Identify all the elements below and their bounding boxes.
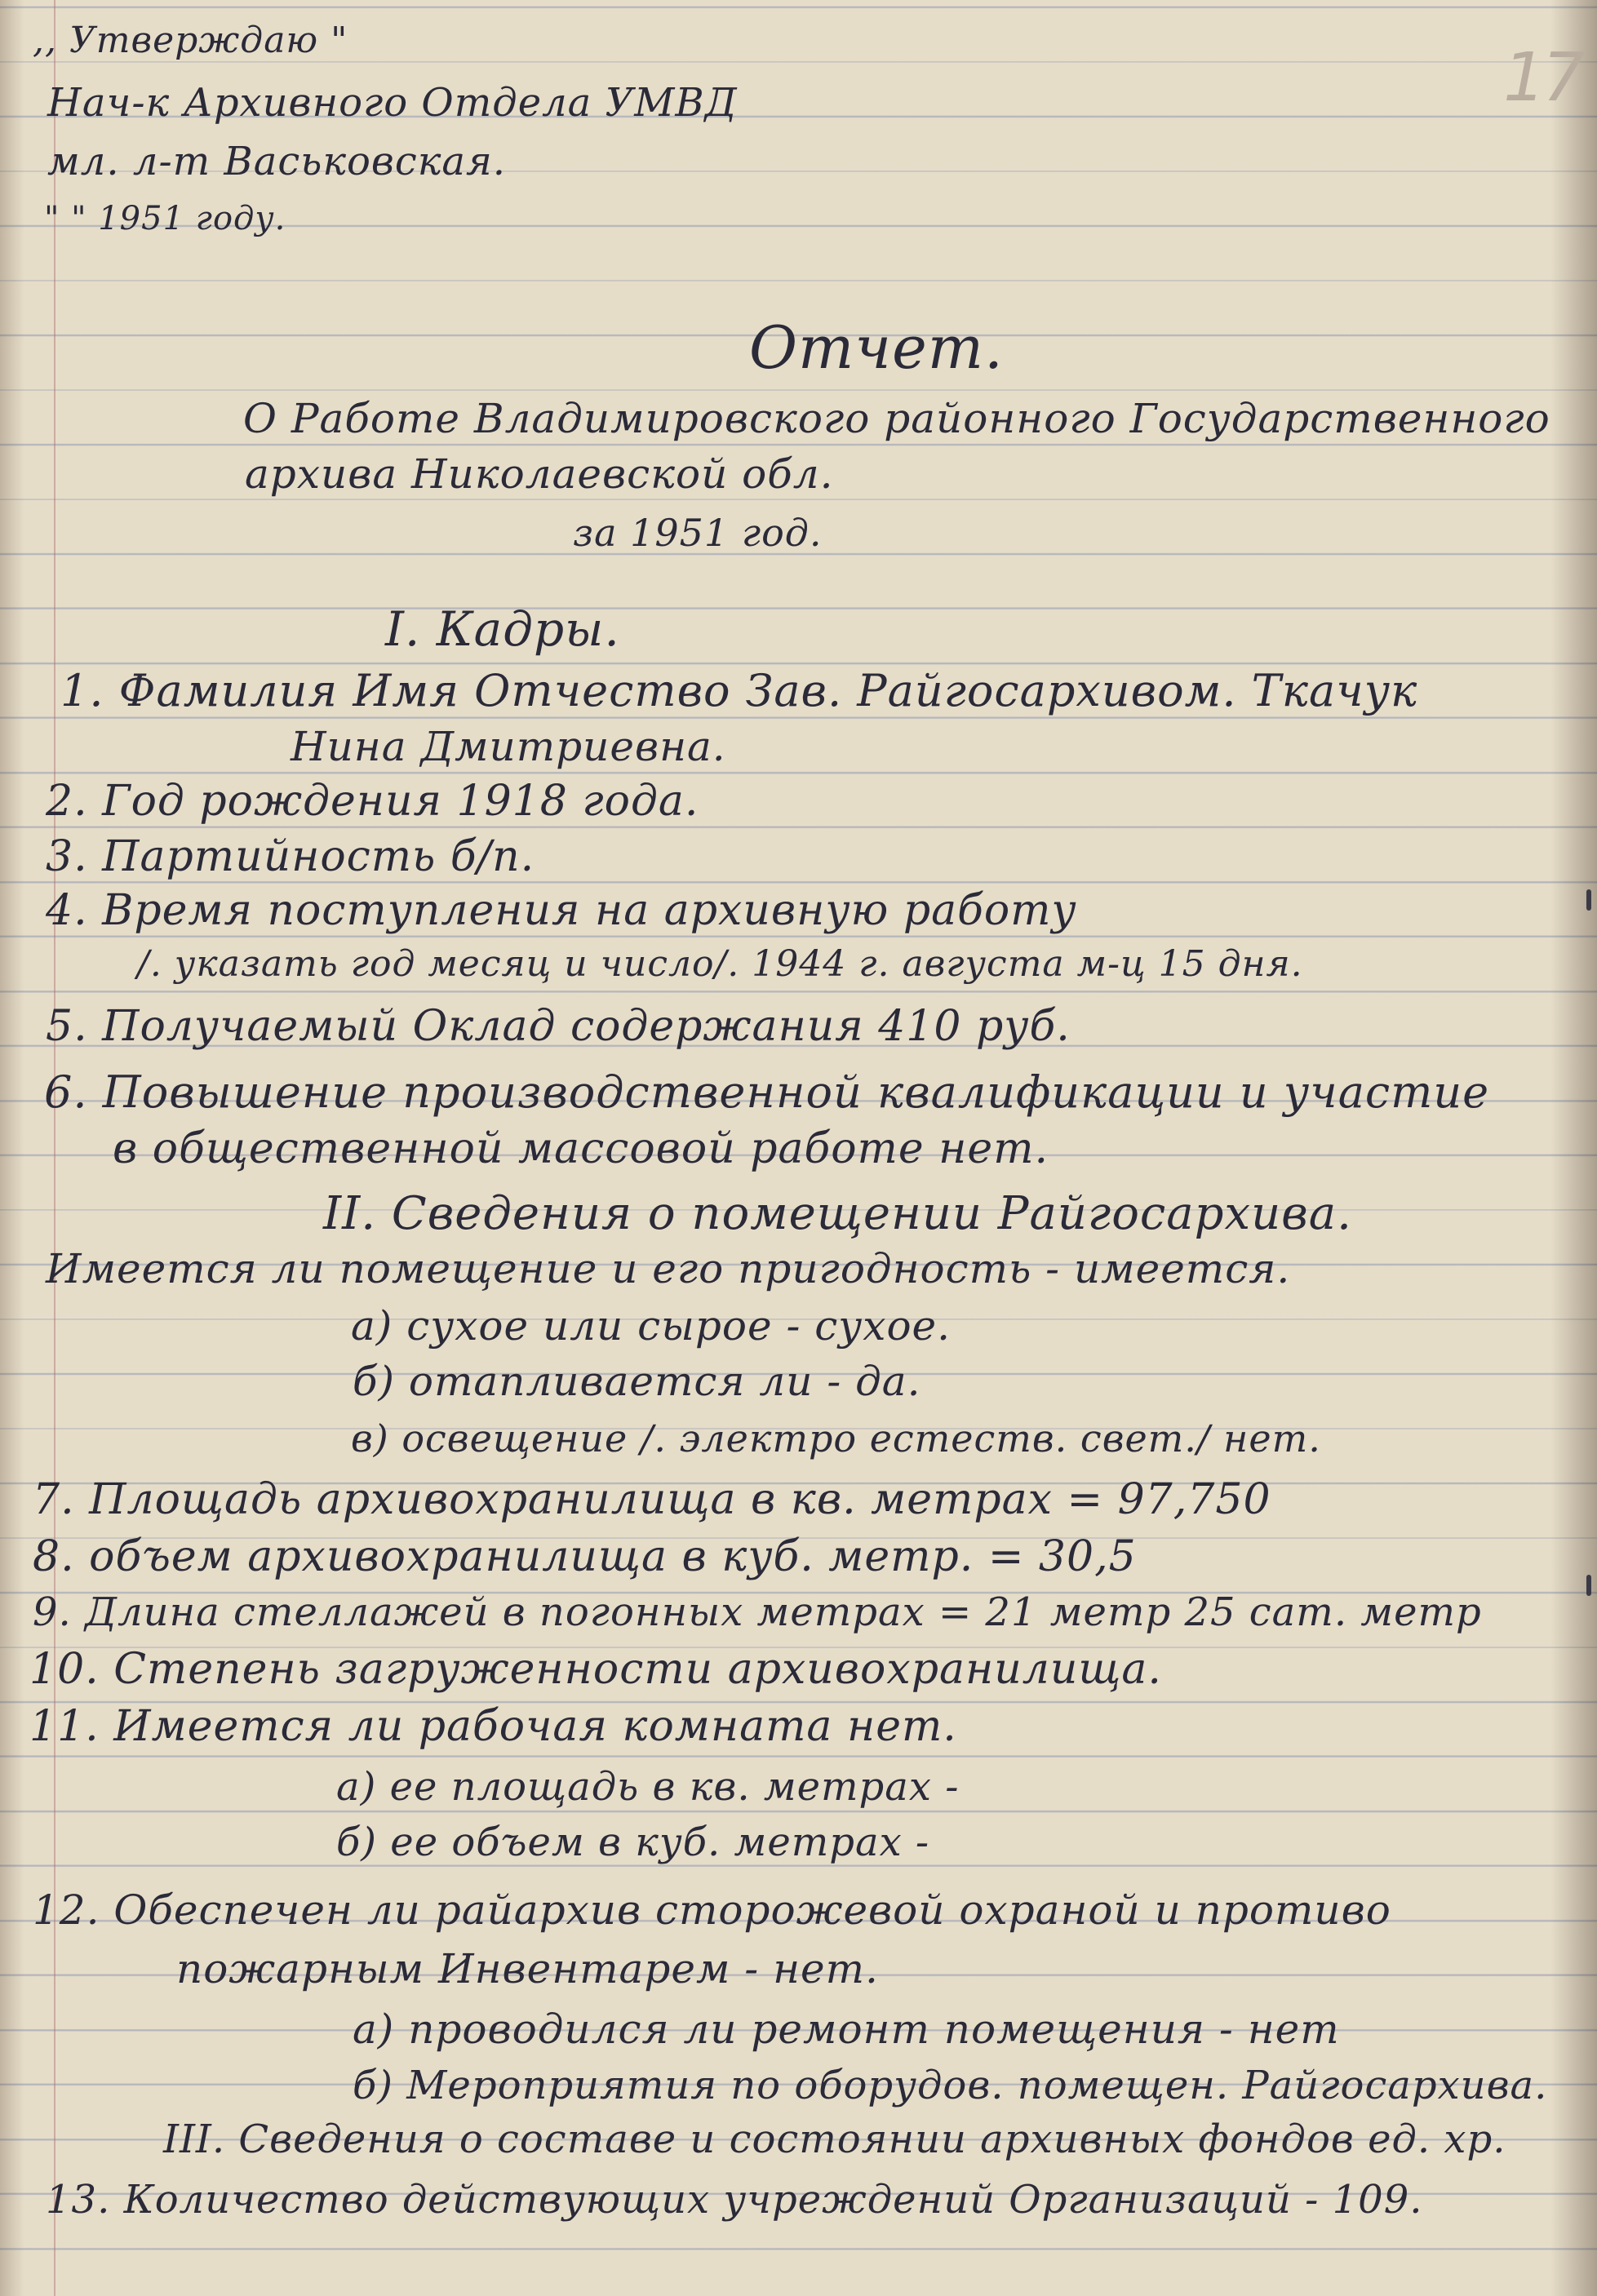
premises-question: Имеется ли помещение и его пригодность - имеется. — [46, 1245, 1291, 1292]
item-12-security: 12. Обеспечен ли райархив сторожевой охраной и противо — [33, 1886, 1391, 1934]
item-1-name-continued: Нина Дмитриевна. — [291, 723, 726, 770]
item-12-security-continued: пожарным Инвентарем - нет. — [176, 1945, 879, 1992]
approval-date-line: " " 1951 году. — [44, 200, 286, 237]
approval-approve-line: ,, Утверждаю " — [33, 20, 348, 61]
premises-answer-v: в) освещение /. электро естеств. свет./ нет. — [351, 1416, 1321, 1460]
item-6-qualification: 6. Повышение производственной квалификации и участие — [44, 1066, 1490, 1118]
section-funds-heading: III. Сведения о составе и состоянии архивных фондов ед. хр. — [163, 2116, 1506, 2162]
item-9-shelf-length: 9. Длина стеллажей в погонных метрах = 21 метр 25 сат. метр — [33, 1589, 1482, 1635]
report-title: Отчет. — [749, 313, 1004, 382]
item-11-room-volume: б) ее объем в куб. метрах - — [336, 1820, 930, 1865]
section-cadres-heading: I. Кадры. — [385, 601, 620, 657]
page-number: 17 — [1503, 39, 1582, 117]
item-1-name-line: 1. Фамилия Имя Отчество Зав. Райгосархивом. Ткачук — [60, 665, 1418, 716]
item-11-work-room: 11. Имеется ли рабочая комната нет. — [29, 1702, 957, 1751]
item-4-start-date: 4. Время поступления на архивную работу — [46, 886, 1077, 935]
margin-line — [54, 0, 55, 2296]
item-5-salary: 5. Получаемый Оклад содержания 410 руб. — [46, 1002, 1071, 1051]
edge-ink-mark — [1586, 1575, 1591, 1596]
item-7-storage-area: 7. Площадь архивохранилища в кв. метрах = 97,750 — [33, 1475, 1271, 1524]
item-12-repair: а) проводился ли ремонт помещения - нет — [353, 2006, 1340, 2053]
item-10-storage-load: 10. Степень загруженности архивохранилища. — [29, 1645, 1162, 1694]
item-12-measures: б) Мероприятия по оборудов. помещен. Райгосархива. — [353, 2063, 1548, 2108]
item-2-birth-year: 2. Год рождения 1918 года. — [46, 777, 699, 826]
report-subtitle-line1: О Работе Владимировского районного Государственного — [243, 395, 1550, 442]
item-11-room-area: а) ее площадь в кв. метрах - — [336, 1764, 960, 1810]
item-13-institutions-count: 13. Количество действующих учреждений Организаций - 109. — [46, 2177, 1423, 2223]
item-6-qualification-continued: в общественной массовой работе нет. — [113, 1124, 1049, 1173]
section-premises-heading: II. Сведения о помещении Райгосархива. — [323, 1187, 1352, 1240]
premises-answer-a: а) сухое или сырое - сухое. — [351, 1302, 952, 1350]
item-8-storage-volume: 8. объем архивохранилища в куб. метр. = 30,5 — [33, 1532, 1137, 1581]
approval-head-line: Нач-к Архивного Отдела УМВД — [47, 80, 738, 126]
report-subtitle-line3: за 1951 год. — [573, 511, 823, 555]
approval-officer-line: мл. л-т Васьковская. — [47, 139, 507, 184]
premises-answer-b: б) отапливается ли - да. — [353, 1358, 921, 1405]
item-3-party: 3. Партийность б/п. — [46, 832, 535, 881]
edge-ink-mark — [1586, 889, 1591, 911]
item-4-start-date-detail: /. указать год месяц и число/. 1944 г. августа м-ц 15 дня. — [137, 943, 1303, 985]
report-subtitle-line2: архива Николаевской обл. — [245, 450, 834, 498]
